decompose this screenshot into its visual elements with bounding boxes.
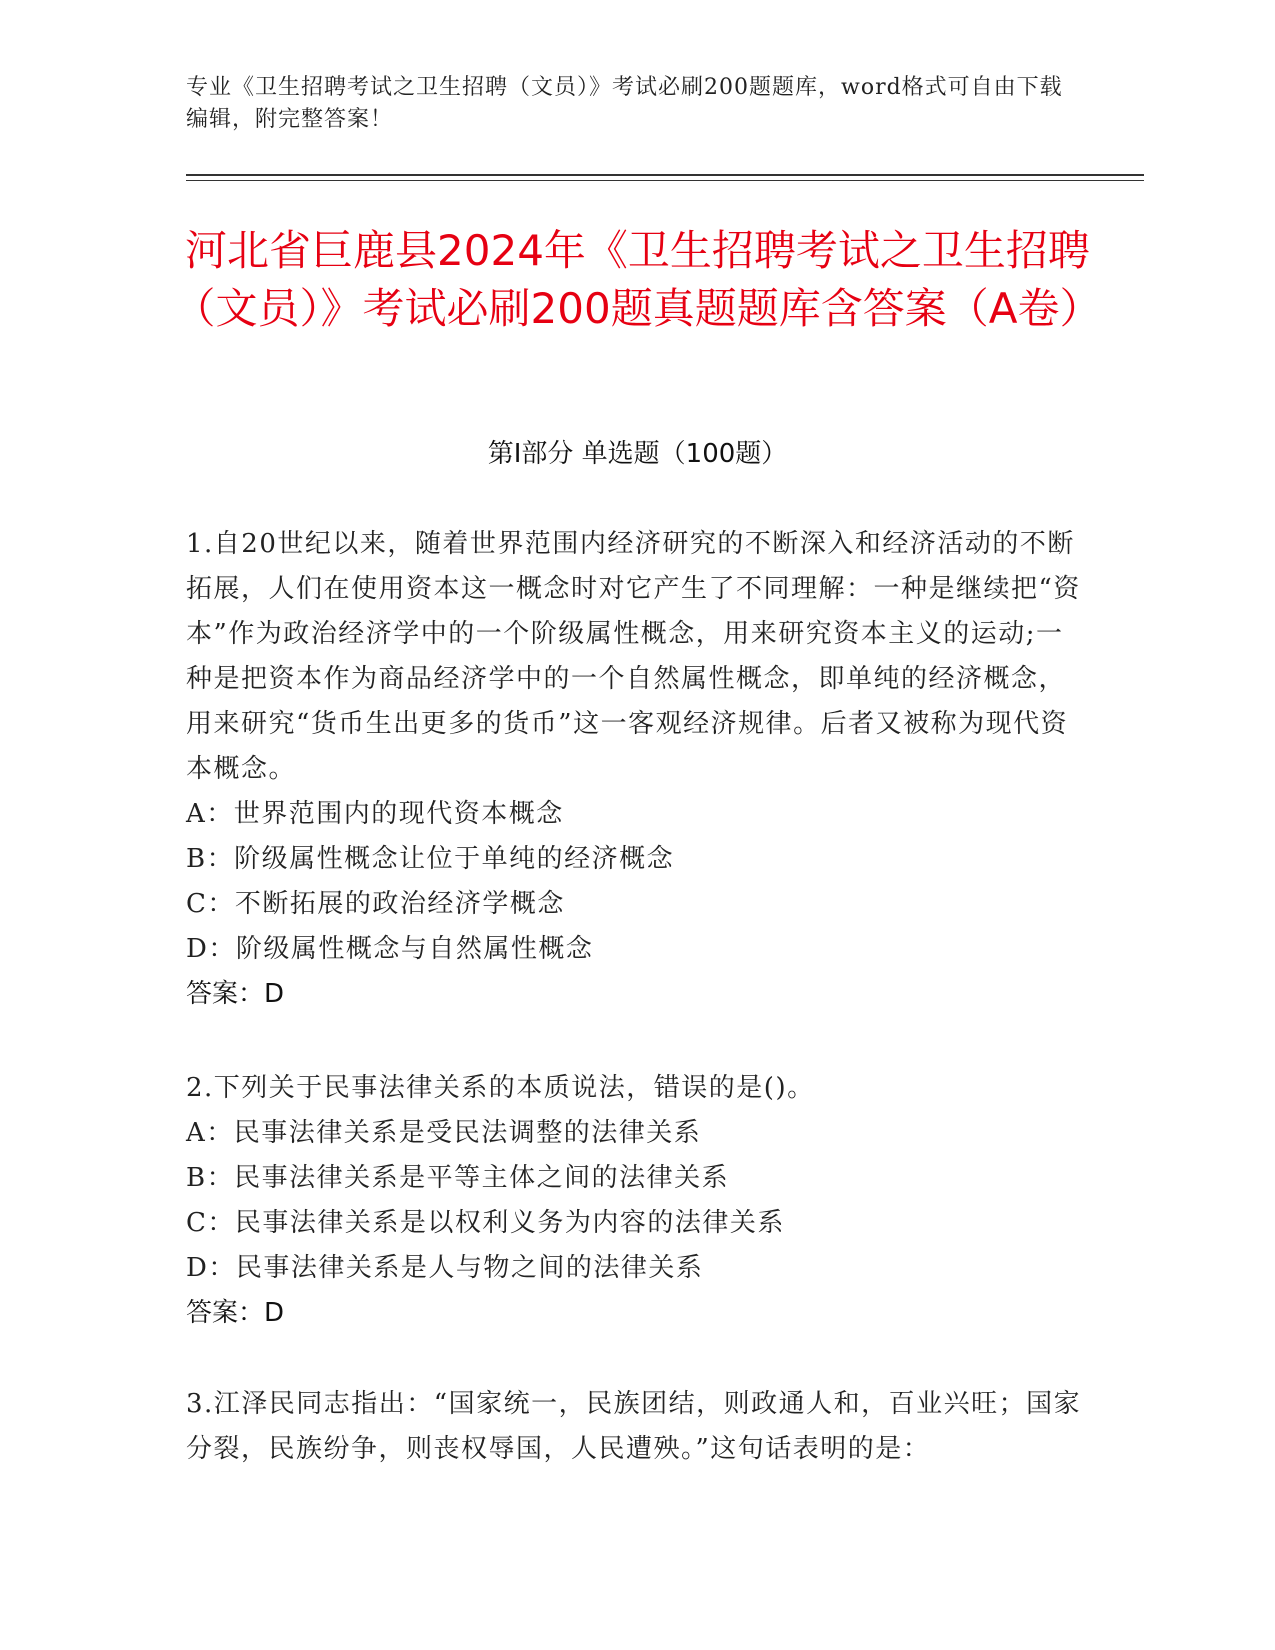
section-title: 第Ⅰ部分 单选题（100题） xyxy=(487,439,788,469)
option-c: C：不断拓展的政治经济学概念 xyxy=(186,889,565,919)
question-3 xyxy=(186,1382,1086,1472)
question-2 xyxy=(186,1066,1086,1336)
option-b: B：民事法律关系是平等主体之间的法律关系 xyxy=(186,1163,730,1193)
answer: 答案：D xyxy=(186,1298,285,1328)
option-a: A：民事法律关系是受民法调整的法律关系 xyxy=(186,1118,702,1148)
option-d: D：民事法律关系是人与物之间的法律关系 xyxy=(186,1253,704,1283)
header-note: 专业《卫生招聘考试之卫生招聘（文员）》考试必刷200题题库，word格式可自由下载编辑，附完整答案！ xyxy=(186,75,1063,132)
header-rule-thick xyxy=(186,174,1144,176)
question-stem: 1.自20世纪以来，随着世界范围内经济研究的不断深入和经济活动的不断拓展，人们在使用资本这一概念时对它产生了不同理解：一种是继续把“资本”作为政治经济学中的一个阶级属性概念，用来研究资本主义的运动;一种是把资本作为商品经济学中的一个自然属性概念，即单纯的经济概念，用来研究“货币生出更多的货币”这一客观经济规律。后者又被称为现代资本概念。 xyxy=(186,529,1081,784)
option-d: D：阶级属性概念与自然属性概念 xyxy=(186,934,594,964)
header-rule-thin xyxy=(186,180,1144,181)
document-title: 河北省巨鹿县2024年《卫生招聘考试之卫生招聘（文员）》考试必刷200题真题题库含答案（A卷） xyxy=(173,226,1102,333)
option-a: A：世界范围内的现代资本概念 xyxy=(186,799,564,829)
answer: 答案：D xyxy=(186,979,285,1009)
question-1 xyxy=(186,522,1086,1017)
option-b: B：阶级属性概念让位于单纯的经济概念 xyxy=(186,844,675,874)
question-stem: 2.下列关于民事法律关系的本质说法，错误的是()。 xyxy=(186,1073,815,1103)
option-c: C：民事法律关系是以权利义务为内容的法律关系 xyxy=(186,1208,785,1238)
question-stem: 3.江泽民同志指出：“国家统一，民族团结，则政通人和，百业兴旺；国家分裂，民族纷争，则丧权辱国，人民遭殃。”这句话表明的是： xyxy=(186,1389,1082,1464)
